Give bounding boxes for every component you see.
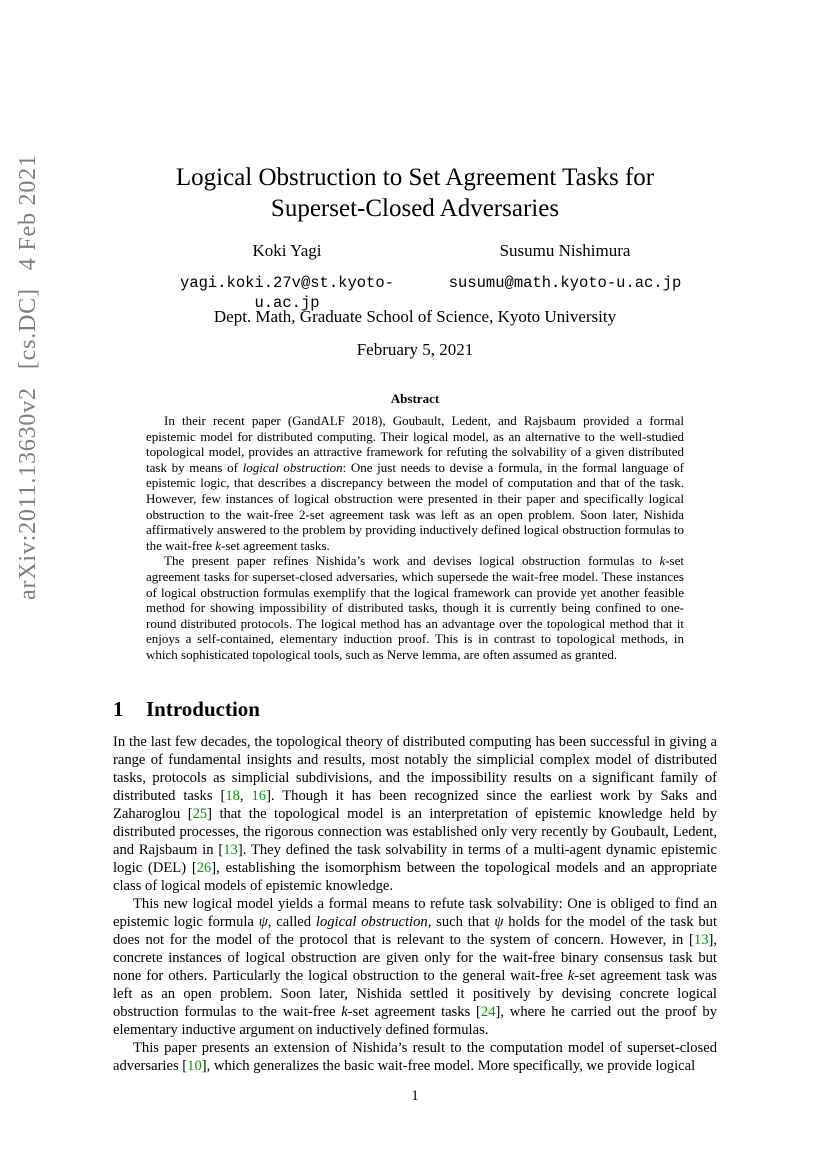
abstract-paragraph-1: In their recent paper (GandALF 2018), Goubault, Ledent, and Rajsbaum provided a formal epistemic model for distributed computing. Their logical model, as an alternative to the well-studied topological model, provides an attractive framework for refuting the solvability of a given distributed task by means of logical obstruction: One just needs to devise a formula, in the formal language of epistemic logic, that describes a discrepancy between the model of computation and that of the task. However, few instances of logical obstruction were presented in their paper and specifically logical obstruction to the wait-free 2-set agreement task was left as an open problem. Soon later, Nishida affirmatively answered to the problem by providing inductively defined logical obstruction formulas to the wait-free k-set agreement tasks.	[146, 413, 684, 553]
citation-link[interactable]: 18	[225, 788, 240, 804]
title-line-1: Logical Obstruction to Set Agreement Tasks for	[175, 164, 655, 191]
citation-link[interactable]: 25	[192, 806, 208, 822]
citation-link[interactable]: 16	[251, 788, 267, 804]
citation-link[interactable]: 13	[693, 932, 709, 948]
intro-paragraph-2: This new logical model yields a formal means to refute task solvability: One is obliged to find an epistemic logic formula ψ, called logical obstruction, such that ψ holds for the model of the task but does not for the model of the protocol that is relevant to the system of concern. However, in [13], concrete instances of logical obstruction are given only for the wait-free binary consensus task but none for others. Particularly the logical obstruction to the general wait-free k-set agreement task was left as an open problem. Soon later, Nishida settled it positively by devising concrete logical obstruction formulas to the wait-free k-set agreement tasks [24], where he carried out the proof by elementary inductive argument on inductively defined formulas.	[113, 896, 718, 1038]
author-2	[445, 241, 685, 293]
affiliation: Dept. Math, Graduate School of Science, Kyoto University	[213, 307, 617, 326]
paper-title	[120, 162, 710, 224]
author-2-name: Susumu Nishimura	[499, 241, 631, 260]
citation-link[interactable]: 26	[196, 860, 212, 876]
citation-link[interactable]: 24	[480, 1004, 496, 1020]
introduction-body	[113, 733, 717, 1075]
author-1	[152, 241, 422, 313]
intro-paragraph-3: This paper presents an extension of Nishida’s result to the computation model of superset-closed adversaries [10], which generalizes the basic wait-free model. More specifically, we provide logical	[113, 1040, 717, 1074]
arxiv-category: [cs.DC]	[15, 288, 41, 370]
abstract-heading: Abstract	[390, 391, 440, 406]
abstract-paragraph-2: The present paper refines Nishida’s work and devises logical obstruction formulas to k-set agreement tasks for superset-closed adversaries, which supersede the wait-free model. These instances of logical obstruction formulas exemplify that the logical framework can provide yet another feasible method for showing impossibility of distributed tasks, though it is currently being confined to one-round distributed protocols. The logical method has an advantage over the topological method that it enjoys a self-contained, elementary induction proof. This is in contrast to topological methods, in which sophisticated topological tools, such as Nerve lemma, are often assumed as granted.	[146, 553, 684, 662]
author-2-email: susumu@math.kyoto-u.ac.jp	[448, 274, 682, 292]
abstract-body	[146, 413, 684, 663]
page-number: 1	[411, 1088, 419, 1104]
arxiv-identifier-stamp	[8, 154, 48, 600]
citation-link[interactable]: 10	[187, 1058, 202, 1074]
arxiv-id: arXiv:2011.13630v2	[15, 387, 41, 600]
intro-paragraph-1: In the last few decades, the topological theory of distributed computing has been successful in giving a range of fundamental insights and results, most notably the simplicial complex model of distributed tasks, protocols as simplicial subdivisions, and the impossibility results on a significant family of distributed tasks [18, 16]. Though it has been recognized since the earliest work by Saks and Zaharoglou [25] that the topological model is an interpretation of epistemic knowledge held by distributed processes, the rigorous connection was established only very recently by Goubault, Ledent, and Rajsbaum in [13]. They defined the task solvability in terms of a multi-agent dynamic epistemic logic (DEL) [26], establishing the isomorphism between the topological models and an appropriate class of logical models of epistemic knowledge.	[113, 734, 718, 894]
author-1-email: yagi.koki.27v@st.kyoto-u.ac.jp	[180, 274, 394, 312]
author-1-name: Koki Yagi	[252, 241, 322, 260]
section-heading	[113, 697, 260, 722]
citation-link[interactable]: 13	[223, 842, 238, 858]
paper-date: February 5, 2021	[356, 340, 474, 359]
section-number: 1	[113, 697, 124, 721]
arxiv-date: 4 Feb 2021	[15, 154, 41, 271]
title-line-2: Superset-Closed Adversaries	[270, 195, 560, 222]
section-title: Introduction	[146, 697, 260, 721]
